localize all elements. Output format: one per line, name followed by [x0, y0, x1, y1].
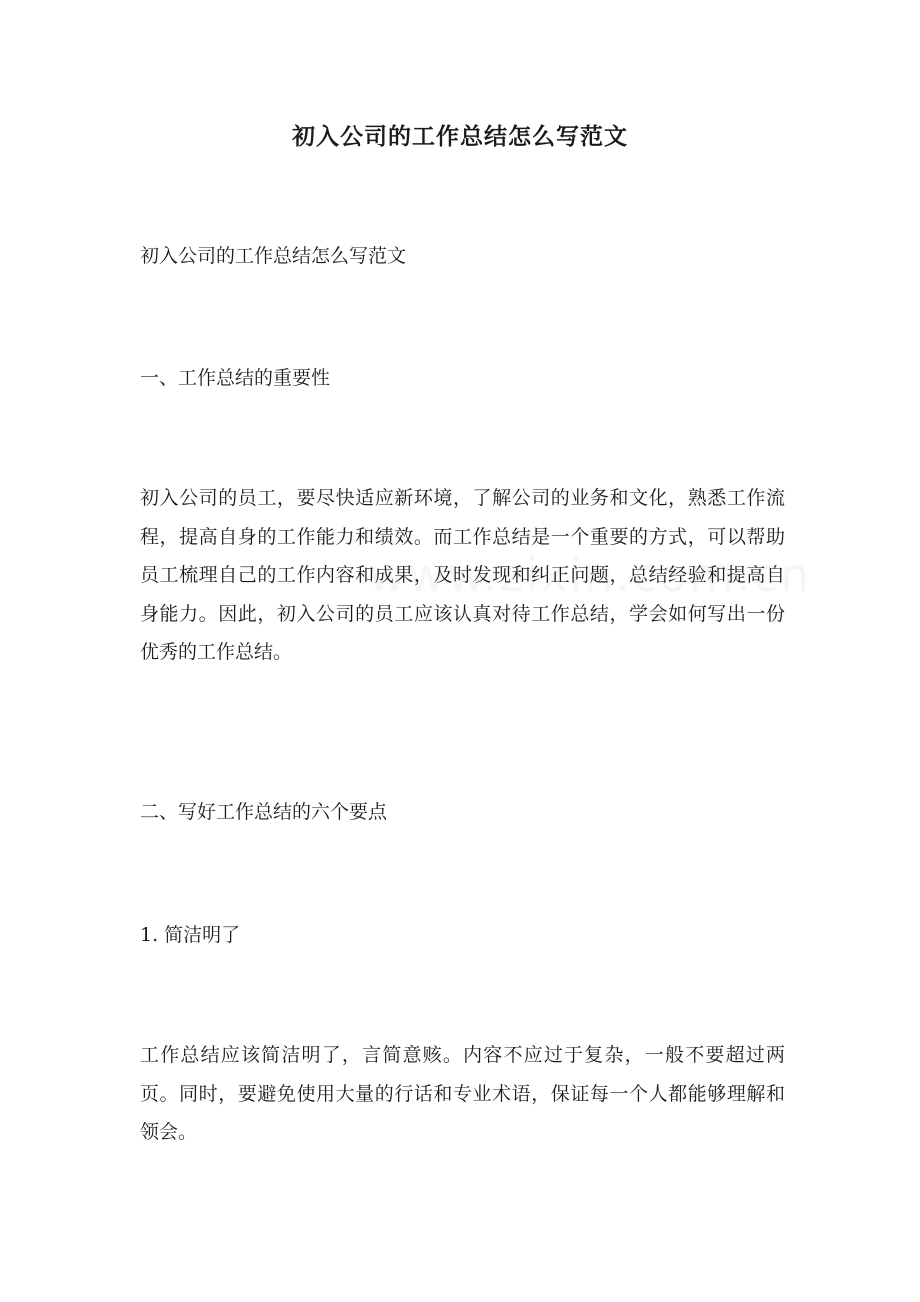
paragraph-importance: 初入公司的员工，要尽快适应新环境，了解公司的业务和文化，熟悉工作流程，提高自身的工作能力和绩效。而工作总结是一个重要的方式，可以帮助员工梳理自己的工作内容和成果，及时发现和纠正问题，总结经验和提高自身能力。因此，初入公司的员工应该认真对待工作总结，学会如何写出一份优秀的工作总结。	[140, 487, 785, 663]
document-subtitle: 初入公司的工作总结怎么写范文	[140, 245, 407, 267]
document-title: 初入公司的工作总结怎么写范文	[292, 123, 628, 150]
paragraph-concise: 工作总结应该简洁明了，言简意赅。内容不应过于复杂，一般不要超过两页。同时，要避免使用大量的行话和专业术语，保证每一个人都能够理解和领会。	[140, 1044, 785, 1143]
point-heading-concise: 1. 简洁明了	[140, 924, 241, 946]
section-heading-six-points: 二、写好工作总结的六个要点	[140, 801, 388, 823]
section-heading-importance: 一、工作总结的重要性	[140, 367, 331, 389]
